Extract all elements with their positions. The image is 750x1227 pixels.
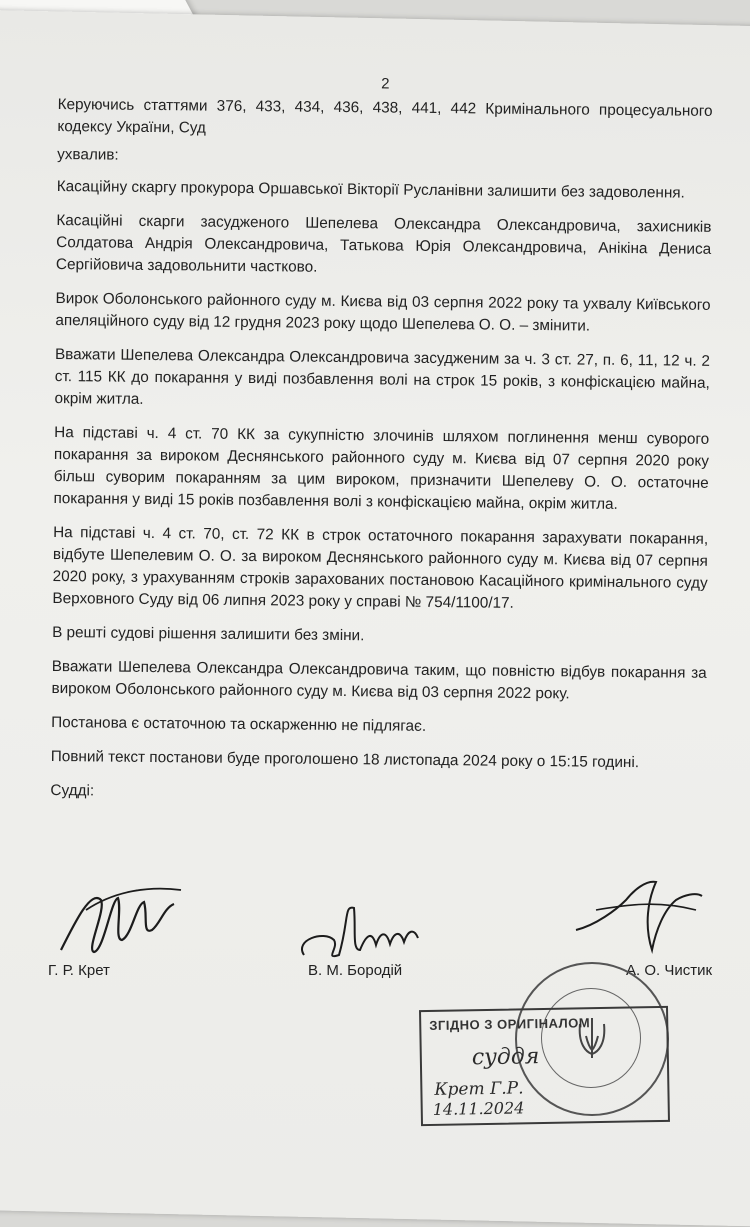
paragraph-legal-basis: Керуючись статтями 376, 433, 434, 436, 438, 441, 442 Кримінального процесуального кодексу України, Суд	[57, 95, 713, 137]
stamp-date: 14.11.2024	[432, 1098, 525, 1119]
stamp-name: Крет Г.Р.	[434, 1078, 524, 1100]
document-body	[50, 70, 713, 809]
page-number: 2	[381, 75, 390, 93]
paragraph-defense-complaints: Касаційні скарги засудженого Шепелева Олександра Олександровича, захисників Солдатова Андрія Олександровича, Татькова Юрія Олександровича, Анікіна Дениса Сергійовича задовольнити частково.	[55, 211, 712, 276]
stamp-role: суддя	[471, 1044, 540, 1071]
paragraph-final: Постанова є остаточною та оскарженню не підлягає.	[51, 713, 427, 735]
judges-label: Судді:	[50, 781, 95, 800]
paragraph-verdict-change: Вирок Оболонського районного суду м. Києва від 03 серпня 2022 року та ухвалу Київського апеляційного суду від 12 грудня 2023 року щодо Шепелева О. О. – змінити.	[55, 289, 711, 335]
signature-judge2-icon	[294, 900, 424, 970]
paragraph-fully-served: Вважати Шепелева Олександра Олександровича таким, що повністю відбув покарання за вироком Оболонського районного суду м. Києва від 03 серпня 2022 року.	[51, 657, 707, 703]
paragraph-full-text-date: Повний текст постанови буде проголошено 18 листопада 2024 року о 15:15 годині.	[50, 747, 640, 772]
paragraph-time-served: На підставі ч. 4 ст. 70, ст. 72 КК в строк остаточного покарання зарахувати покарання, відбуте Шепелевим О. О. за вироком Деснянського районного суду м. Києва від 07 серпня 2020 року, з урахуванням строків зарахованих постановою Касаційного кримінального суду Верховного Суду від 06 липня 2023 року у справі № 754/1100/17.	[52, 523, 709, 612]
certification-stamp	[419, 1006, 670, 1126]
judge2-name: В. М. Бородій	[308, 962, 403, 979]
paragraph-sentence: Вважати Шепелева Олександра Олександровича засудженим за ч. 3 ст. 27, п. 6, 11, 12 ч. 2 ст. 115 КК до покарання у виді позбавлення волі на строк 15 років, з конфіскацією майна, окрім житла.	[54, 345, 711, 408]
judge1-name: Г. Р. Крет	[48, 962, 110, 979]
signature-judge3-icon	[556, 870, 706, 960]
decision-heading: ухвалив:	[57, 145, 119, 164]
judge3-name: А. О. Чистик	[626, 962, 713, 979]
paragraph-prosecutor-complaint: Касаційну скаргу прокурора Оршавської Вікторії Русланівни залишити без задоволення.	[56, 177, 685, 202]
paragraph-remaining: В решті судові рішення залишити без зміни.	[52, 623, 365, 645]
stamp-title: ЗГІДНО З ОРИГІНАЛОМ	[429, 1015, 591, 1034]
paragraph-cumulative-sentence: На підставі ч. 4 ст. 70 КК за сукупністю злочинів шляхом поглинення менш суворого покарання за вироком Деснянського районного суду м. Києва від 07 серпня 2020 року більш суворим покаранням за цим вироком, призначити Шепелеву О. О. остаточне покарання у виді 15 років позбавлення волі з конфіскацією майна, окрім житла.	[53, 423, 710, 513]
signature-judge1-icon	[56, 880, 186, 965]
